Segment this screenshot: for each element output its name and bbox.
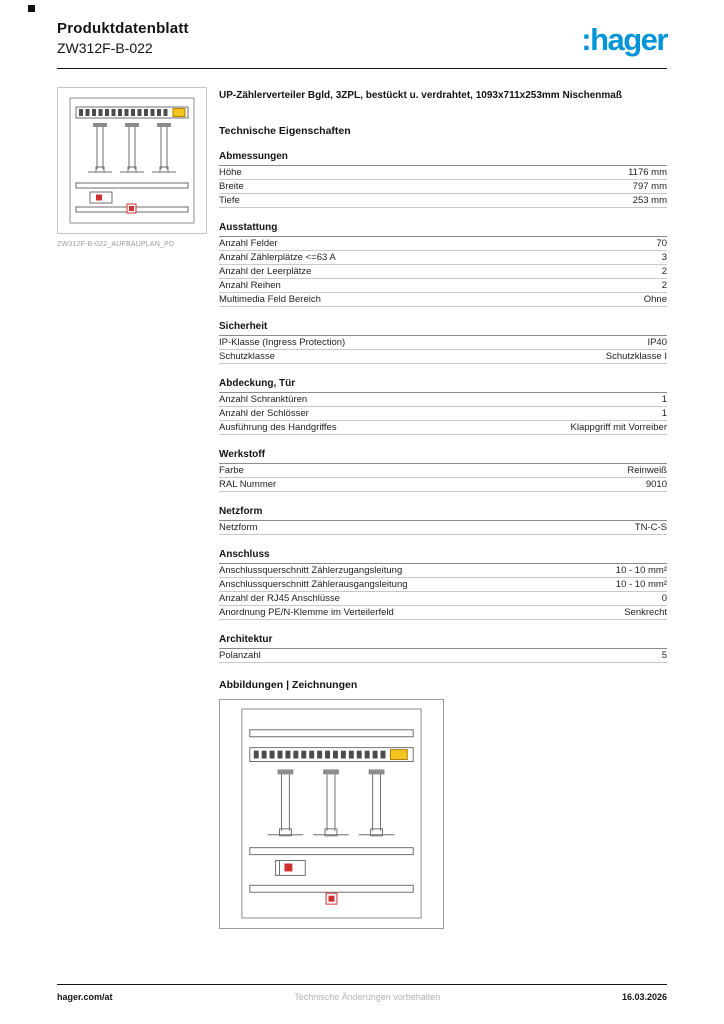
spec-value: Ohne: [643, 293, 667, 305]
spec-label: Breite: [219, 180, 244, 192]
tech-properties-heading: Technische Eigenschaften: [219, 124, 351, 137]
drawings-heading: Abbildungen | Zeichnungen: [219, 678, 358, 691]
section-title: Ausstattung: [219, 222, 667, 237]
spec-value: 3: [661, 251, 667, 263]
spec-value: 9010: [645, 478, 667, 490]
footer-notice: Technische Änderungen vorbehalten: [294, 992, 441, 1002]
section-netzform: [219, 506, 667, 535]
spec-value: 253 mm: [632, 194, 667, 206]
spec-row: [219, 578, 667, 592]
footer-site-link[interactable]: hager.com/at: [57, 992, 113, 1002]
left-column: [57, 87, 207, 929]
spec-value: 10 - 10 mm²: [615, 578, 667, 590]
main-content: [57, 87, 667, 929]
spec-row: [219, 279, 667, 293]
spec-row: [219, 350, 667, 364]
spec-label: Tiefe: [219, 194, 240, 206]
spec-label: Anzahl Felder: [219, 237, 278, 249]
spec-label: Anzahl der Schlösser: [219, 407, 309, 419]
top-rail: [250, 730, 413, 737]
spec-label: Netzform: [219, 521, 258, 533]
spec-row: [219, 592, 667, 606]
spec-row: [219, 564, 667, 578]
section-title: Sicherheit: [219, 321, 667, 336]
section-title: Architektur: [219, 634, 667, 649]
spec-row: [219, 421, 667, 435]
spec-label: Anzahl der RJ45 Anschlüsse: [219, 592, 340, 604]
spec-value: 1: [661, 407, 667, 419]
yellow-component: [390, 750, 407, 760]
spec-value: 2: [661, 265, 667, 277]
meter-columns: [88, 123, 176, 172]
din-rail: [76, 183, 188, 188]
spec-label: Anzahl Schranktüren: [219, 393, 308, 405]
spec-value: 5: [661, 649, 667, 661]
yellow-component: [173, 108, 185, 116]
spec-label: Anschlussquerschnitt Zählerzugangsleitung: [219, 564, 403, 576]
spec-value: IP40: [647, 336, 667, 348]
section-werkstoff: [219, 449, 667, 492]
section-title: Werkstoff: [219, 449, 667, 464]
spec-value: 1: [661, 393, 667, 405]
spec-row: [219, 393, 667, 407]
red-component: [96, 194, 102, 200]
footer: [57, 984, 667, 1002]
section-abmessungen: [219, 151, 667, 208]
din-rail: [250, 848, 413, 855]
technical-drawing-large: [219, 699, 444, 929]
spec-value: 1176 mm: [628, 166, 667, 178]
cabinet-schematic-large: [228, 704, 435, 923]
meter-columns: [268, 769, 395, 835]
section-sicherheit: [219, 321, 667, 364]
section-abdeckung-tuer: [219, 378, 667, 435]
spec-label: Anschlussquerschnitt Zählerausgangsleitung: [219, 578, 408, 590]
spec-label: Schutzklasse: [219, 350, 275, 362]
spec-value: 2: [661, 279, 667, 291]
document-type: Produktdatenblatt: [57, 20, 189, 37]
spec-label: Farbe: [219, 464, 244, 476]
spec-label: RAL Nummer: [219, 478, 277, 490]
product-drawing-thumbnail: [57, 87, 207, 234]
spec-label: Anzahl Zählerplätze <=63 A: [219, 251, 336, 263]
spec-row: [219, 464, 667, 478]
right-column: [219, 87, 667, 929]
spec-row: [219, 336, 667, 350]
spec-label: IP-Klasse (Ingress Protection): [219, 336, 346, 348]
spec-value: Senkrecht: [624, 606, 667, 618]
spec-value: TN-C-S: [634, 521, 667, 533]
section-title: Abmessungen: [219, 151, 667, 166]
spec-value: Klappgriff mit Vorreiber: [570, 421, 667, 433]
spec-row: [219, 606, 667, 620]
section-title: Netzform: [219, 506, 667, 521]
section-ausstattung: [219, 222, 667, 307]
spec-row: [219, 521, 667, 535]
spec-row: [219, 251, 667, 265]
spec-row: [219, 180, 667, 194]
spec-label: Ausführung des Handgriffes: [219, 421, 337, 433]
spec-value: 70: [656, 237, 667, 249]
spec-value: Reinweiß: [627, 464, 667, 476]
spec-row: [219, 293, 667, 307]
header-titles: [57, 20, 189, 56]
spec-label: Multimedia Feld Bereich: [219, 293, 321, 305]
spec-value: 10 - 10 mm²: [615, 564, 667, 576]
footer-date: 16.03.2026: [621, 992, 667, 1002]
section-anschluss: [219, 549, 667, 620]
spec-row: [219, 478, 667, 492]
thumbnail-caption: ZW312F-B-022_AUFBAUPLAN_PD: [57, 241, 175, 248]
din-rail-bottom: [250, 885, 413, 892]
cabinet-schematic-icon: [62, 95, 202, 227]
section-title: Abdeckung, Tür: [219, 378, 667, 393]
section-title: Anschluss: [219, 549, 667, 564]
spec-label: Anordnung PE/N-Klemme im Verteilerfeld: [219, 606, 394, 618]
spec-row: [219, 649, 667, 663]
spec-label: Polanzahl: [219, 649, 261, 661]
spec-label: Höhe: [219, 166, 242, 178]
hager-logo: :hager: [581, 22, 667, 57]
header: [57, 20, 667, 69]
spec-row: [219, 407, 667, 421]
spec-row: [219, 237, 667, 251]
spec-label: Anzahl Reihen: [219, 279, 281, 291]
red-component: [284, 864, 292, 872]
spec-value: 797 mm: [632, 180, 667, 192]
product-title: UP-Zählerverteiler Bgld, 3ZPL, bestückt u. verdrahtet, 1093x711x253mm Nischenmaß: [219, 90, 622, 101]
print-mark: [28, 5, 35, 12]
spec-row: [219, 166, 667, 180]
product-code: ZW312F-B-022: [57, 40, 153, 56]
spec-label: Anzahl der Leerplätze: [219, 265, 312, 277]
spec-row: [219, 194, 667, 208]
spec-value: Schutzklasse I: [605, 350, 667, 362]
spec-row: [219, 265, 667, 279]
spec-value: 0: [661, 592, 667, 604]
section-architektur: [219, 634, 667, 663]
